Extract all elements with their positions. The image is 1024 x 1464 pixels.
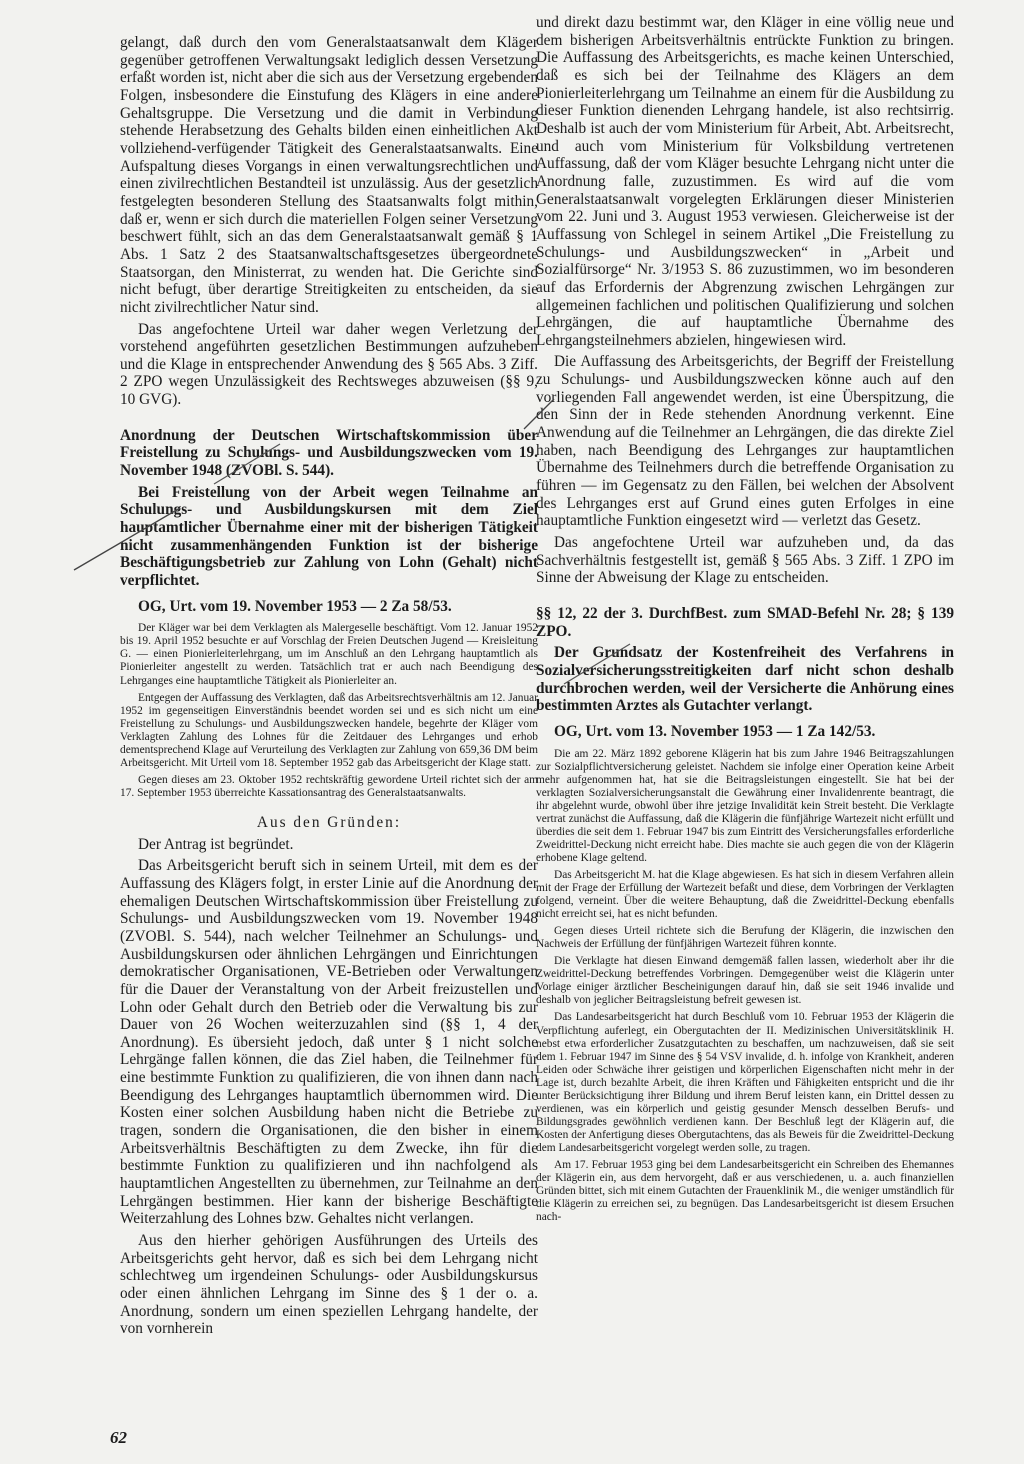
court-reference: OG, Urt. vom 19. November 1953 — 2 Za 58/53. [138, 597, 452, 615]
court-reference: OG, Urt. vom 13. November 1953 — 1 Za 142/53. [554, 722, 876, 740]
paragraph: Aus den hierher gehörigen Ausführungen des Urteils des Arbeitsgerichts geht hervor, daß es sich bei dem Lehrgang nicht schlechtweg um irgendeinen Schulungs- oder Ausbildungskursus oder einen ähnlichen Lehrgang im Sinne des § 1 der o. a. Anordnung, sondern um einen speziellen Lehrgang handelte, der von vornherein [120, 1232, 538, 1338]
paragraph: gelangt, daß durch den vom Generalstaatsanwalt dem Kläger gegenüber getroffenen Verwaltungsakt lediglich dessen Versetzung erfaßt worden ist, nicht aber die sich aus der Versetzung ergebenden Folgen, insbesondere die Einstufung des Klägers in eine andere Gehaltsgruppe. Die Versetzung und die damit in Verbindung stehende Herabsetzung des Gehalts bilden einen einheitlichen Akt vollziehend-verfügender Tätigkeit des Generalstaatsanwalts. Eine Aufspaltung dieses Vorgangs in einen verwaltungsrechtlichen und einen zivilrechtlichen Bestandteil ist unzulässig. Aus der gesetzlich festgelegten besonderen Stellung des Staatsanwalts folgt mithin, daß er, wenn er sich durch die materiellen Folgen seiner Versetzung beschwert fühlt, sich an das dem Generalstaatsanwalt gemäß § 1 Abs. 1 Satz 2 des Staatsanwaltschaftsgesetzes übergeordnete Staatsorgan, den Ministerrat, zu wenden hat. Die Gerichte sind nicht befugt, über derartige Streitigkeiten zu entscheiden, da sie nicht zivilrechtlicher Natur sind. [120, 34, 538, 316]
paragraph: Das angefochtene Urteil war aufzuheben und, da das Sachverhältnis festgestellt ist, gemäß § 565 Abs. 3 Ziff. 1 ZPO im Sinne der Abweisung der Klage zu entscheiden. [536, 534, 954, 587]
paragraph: Der Antrag ist begründet. [138, 835, 294, 853]
facts-paragraph: Entgegen der Auffassung des Verklagten, daß das Arbeitsrechtsverhältnis am 12. Januar 1952 im gegenseitigen Einverständnis beendet worden sei und es sich nicht um eine Freistellung zu Schulungs- und Ausbildungszwecken handele, begehrte der Kläger vom Verklagten Zahlung des Lohnes für die Zeitdauer des Lehrganges und erhob dementsprechend Klage auf Verurteilung des Verklagten zur Zahlung von 659,36 DM beim Arbeitsgericht. Mit Urteil vom 18. September 1952 gab das Arbeitsgericht der Klage statt. [120, 691, 538, 769]
headnote: Bei Freistellung von der Arbeit wegen Teilnahme an Schulungs- und Ausbildungskursen mit dem Ziel hauptamtlicher Übernahme einer mit der bisherigen Tätigkeit nicht zusammenhängenden Funktion ist der bisherige Beschäftigungsbetrieb zur Zahlung von Lohn (Gehalt) nicht verpflichtet. [120, 483, 538, 590]
paragraph: Das angefochtene Urteil war daher wegen Verletzung der vorstehend angeführten gesetzlichen Bestimmungen aufzuheben und die Klage in entsprechender Anwendung des § 565 Abs. 3 Ziff. 2 ZPO wegen Unzulässigkeit des Rechtsweges abzuweisen (§§ 9, 10 GVG). [120, 320, 538, 409]
paragraph: Die Auffassung des Arbeitsgerichts, der Begriff der Freistellung zu Schulungs- und Ausbildungszwecken könne auch auf den vorliegenden Fall angewendet werden, ist eine Überspitzung, die den Sinn der in Rede stehenden Anordnung verkennt. Eine Anwendung auf die Teilnehmer an Lehrgängen, die das direkte Ziel haben, nach Beendigung des Lehrganges zur hauptamtlichen Übernahme des Teilnehmers durch die betreffende Organisation zu führen — im Gegensatz zu den Fällen, bei welchen der Absolvent des Lehrganges erst auf Grund eines guten Erfolges in eine hauptamtliche Funktion eingesetzt wird — verletzt das Gesetz. [536, 353, 954, 530]
facts-paragraph: Gegen dieses Urteil richtete sich die Berufung der Klägerin, die inzwischen den Nachweis der Erfüllung der fünfjährigen Wartezeit führen konnte. [536, 925, 954, 951]
facts-paragraph: Am 17. Februar 1953 ging bei dem Landesarbeitsgericht ein Schreiben des Ehemannes der Klägerin ein, aus dem hervorgeht, daß er aus verschiedenen, u. a. auch finanziellen Gründen bittet, sich mit einem Gutachten der Frauenklinik M., die weniger umständlich für die Klägerin zu erreichen sei, zu begnügen. Das Landesarbeitsgericht ist diesem Ersuchen nach- [536, 1159, 954, 1224]
facts-paragraph: Gegen dieses am 23. Oktober 1952 rechtskräftig gewordene Urteil richtet sich der am 17. September 1953 überreichte Kassationsantrag des Generalstaatsanwalts. [120, 773, 538, 799]
facts-paragraph: Die Verklagte hat diesen Einwand demgemäß fallen lassen, wiederholt aber ihr die Zweidrittel-Deckung betreffendes Vorbringen. Demgegenüber weist die Klägerin unter Vorlage einiger ärztlicher Bescheinigungen darauf hin, daß sie seit 1946 invalide und deshalb von jeglicher Beitragsleistung befreit gewesen ist. [536, 955, 954, 1007]
decision-heading: Anordnung der Deutschen Wirtschaftskommission über Freistellung zu Schulungs- und Ausbildungszwecken vom 19. November 1948 (ZVOBl. S. 544). [120, 426, 538, 480]
section-heading: Aus den Gründen: [256, 813, 402, 831]
facts-paragraph: Das Landesarbeitsgericht hat durch Beschluß vom 10. Februar 1953 der Klägerin die Verpflichtung auferlegt, ein Obergutachten der II. Medizinischen Universitätsklinik H. nebst etwa erforderlicher Zusatzgutachten zu beschaffen, um nachzuweisen, daß sie seit dem 1. Februar 1947 im Sinne des § 54 VSV invalide, d. h. infolge von Krankheit, anderen Leiden oder Schwäche ihrer geistigen und körperlichen Eigenschaften nicht mehr in der Lage ist, durch bezahlte Arbeit, die ihren Kräften und Fähigkeiten entspricht und die ihr unter Berücksichtigung ihrer Bildung und ihrem Beruf leisten kann, ein Drittel dessen zu verdienen, was ein körperlich und geistig gesunder Mensch desselben Berufs- und Bildungsgrades gewöhnlich verdienen kann. Der Beschluß legt der Klägerin auf, die Kosten der Anfertigung dieses Obergutachtens, das als Beweis für die Zweidrittel-Deckung dem Landesarbeitsgericht vorgelegt werden solle, zu tragen. [536, 1011, 954, 1154]
facts-paragraph: Das Arbeitsgericht M. hat die Klage abgewiesen. Es hat sich in diesem Verfahren allein mit der Frage der Erfüllung der Wartezeit befaßt und diese, dem Vorbringen der Verklagten folgend, verneint. Über die weitere Behauptung, daß die Zweidrittel-Deckung ebenfalls nicht erreicht sei, hat es nicht befunden. [536, 869, 954, 921]
paragraph: Das Arbeitsgericht beruft sich in seinem Urteil, mit dem es der Auffassung des Klägers folgt, in erster Linie auf die Anordnung der ehemaligen Deutschen Wirtschaftskommission über Freistellung zu Schulungs- und Ausbildungszwecken vom 19. November 1948 (ZVOBl. S. 544), nach welcher Teilnehmer an Schulungs- und Ausbildungskursen oder ähnlichen Lehrgängen und Einrichtungen demokratischer Organisationen, VE-Betrieben oder Verwaltungen für die Dauer der Veranstaltung von der Arbeit freizustellen und Lohn oder Gehalt durch den Betrieb oder die Verwaltung bis zur Dauer von 26 Wochen weiterzuzahlen sind (§§ 1, 4 der Anordnung). Es übersieht jedoch, daß unter § 1 nicht solche Lehrgänge fallen können, die das Ziel haben, die Teilnehmer für eine bestimmte Funktion zu qualifizieren, die von ihnen dann nach Beendigung des Lehrganges hauptamtlich übernommen wird. Die Kosten einer solchen Ausbildung haben nicht die Betriebe zu tragen, sondern die Organisationen, die den bisher in einem Arbeitsverhältnis Beschäftigten zu dem Zwecke, ihn für die bestimmte Funktion zu qualifizieren und ihn nachfolgend als hauptamtlichen Angestellten zu übernehmen, zur Teilnahme an den Lehrgängen bestimmen. Hier kann der bisherige Beschäftigte Weiterzahlung des Lohnes bzw. Gehaltes nicht verlangen. [120, 857, 538, 1228]
headnote: Der Grundsatz der Kostenfreiheit des Verfahrens in Sozialversicherungsstreitigkeiten darf nicht schon deshalb durchbrochen werden, weil der Versicherte die Anhörung eines bestimmten Arztes als Gutachter verlangt. [536, 644, 954, 715]
decision-heading: §§ 12, 22 der 3. DurchfBest. zum SMAD-Befehl Nr. 28; § 139 ZPO. [536, 605, 954, 640]
left-column [120, 34, 538, 1338]
facts-paragraph: Der Kläger war bei dem Verklagten als Malergeselle beschäftigt. Vom 12. Januar 1952 bis 19. April 1952 besuchte er auf Vorschlag der Freien Deutschen Jugend — Kreisleitung G. — einen Pionierleiterlehrgang, um im Anschluß an den Lehrgang hauptamtlich als Pionierleiter angestellt zu werden. Tatsächlich trat er auch nach Beendigung des Lehrganges eine hauptamtliche Tätigkeit als Pionierleiter an. [120, 622, 538, 687]
paragraph: und direkt dazu bestimmt war, den Kläger in eine völlig neue und dem bisherigen Arbeitsverhältnis entrückte Funktion zu bringen. Die Auffassung des Arbeitsgerichts, es mache keinen Unterschied, daß es sich bei der Teilnahme des Klägers an dem Pionierleiterlehrgang um Teilnahme an einem für die Ausbildung zu dieser Funktion dienenden Lehrgang handele, ist also rechtsirrig. Deshalb ist auch der vom Ministerium für Arbeit, Abt. Arbeitsrecht, und auch vom Ministerium für Volksbildung vertretenen Auffassung, daß der vom Kläger besuchte Lehrgang nicht unter die Anordnung falle, zuzustimmen. Es wird auf die vom Generalstaatsanwalt vorgelegten Erklärungen dieser Ministerien vom 22. Juni und 3. August 1953 verwiesen. Gleicherweise ist der Auffassung von Schlegel in seinem Artikel „Die Freistellung zu Schulungs- und Ausbildungszwecken“ in „Arbeit und Sozialfürsorge“ Nr. 3/1953 S. 86 zuzustimmen, wo im besonderen auf das Erfordernis der Abgrenzung zwischen Lehrgängen zur allgemeinen fachlichen und politischen Qualifizierung und solchen Lehrgängen, die auf hauptamtliche Übernahme des Lehrgangsteilnehmers abzielen, hingewiesen wird. [536, 14, 954, 349]
right-column [536, 14, 954, 1224]
facts-paragraph: Die am 22. März 1892 geborene Klägerin hat bis zum Jahre 1946 Beitragszahlungen zur Sozialpflichtversicherung geleistet. Nachdem sie infolge einer Operation keine Arbeit mehr aufgenommen hat, hat sie die Beitragsleistungen eingestellt. Sie hat bei der verklagten Sozialversicherungsanstalt die Gewährung einer Invalidenrente beantragt, die ihr abgelehnt wurde, obwohl über ihre jetzige Invalidität kein Streit besteht. Die Verklagte vertrat zunächst die Auffassung, daß die Klägerin die fünfjährige Wartezeit nicht erfüllt und überdies die seit dem 1. Februar 1947 bis zum Eintritt des Versicherungsfalles erforderliche Zweidrittel-Deckung nicht erreicht habe. Dies machte sie auch gegen die von der Klägerin erhobene Klage geltend. [536, 747, 954, 864]
page-number: 62 [110, 1428, 127, 1447]
